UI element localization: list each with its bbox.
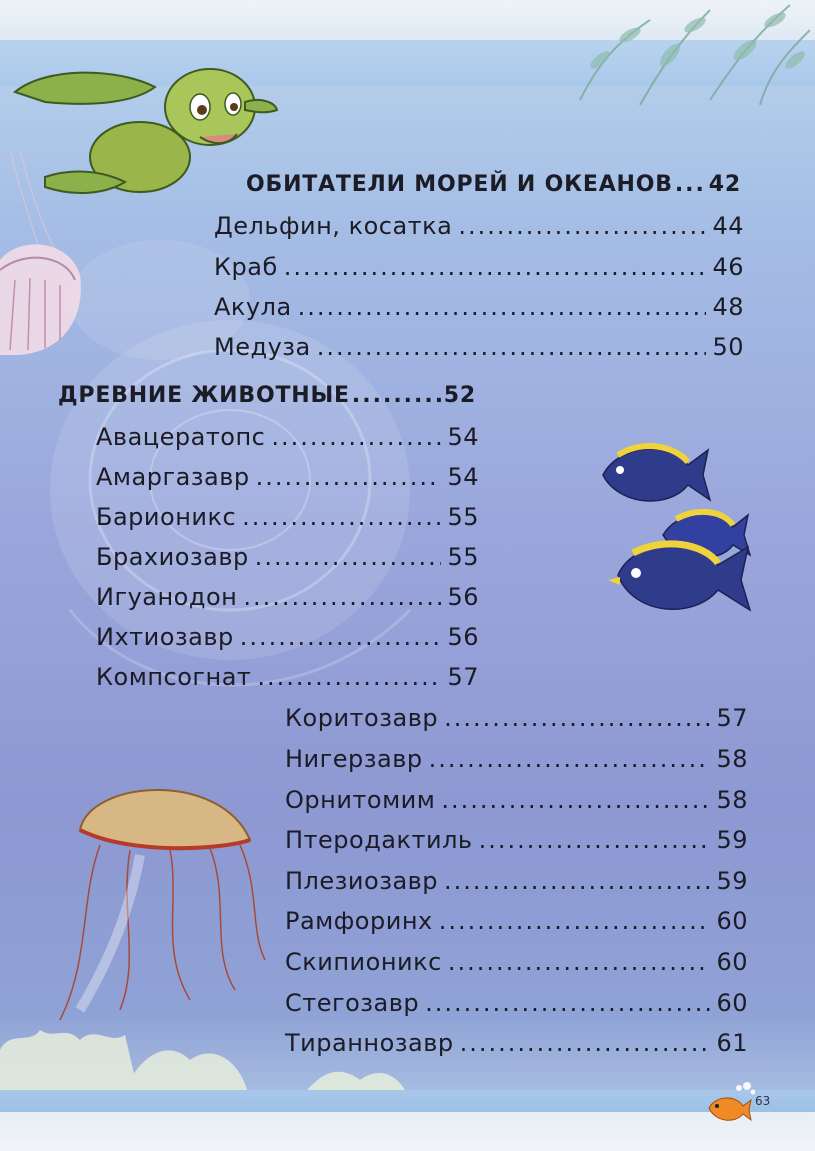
toc-entry[interactable] bbox=[285, 867, 748, 895]
toc-entry-label: Ихтиозавр bbox=[96, 623, 234, 651]
toc-entry-label: Тираннозавр bbox=[285, 1029, 454, 1057]
toc-leader-dots bbox=[257, 663, 441, 691]
toc-entry[interactable] bbox=[285, 948, 748, 976]
toc-entry[interactable] bbox=[96, 543, 479, 571]
toc-entry[interactable] bbox=[285, 907, 748, 935]
toc-page-number: 57 bbox=[447, 663, 479, 691]
small-fish-icon bbox=[705, 1078, 755, 1126]
toc-entry-label: Акула bbox=[214, 293, 292, 321]
toc-page-number: 61 bbox=[716, 1029, 748, 1057]
toc-leader-dots bbox=[352, 383, 442, 408]
toc-leader-dots bbox=[255, 543, 442, 571]
jellyfish-illustration bbox=[20, 760, 270, 1030]
toc-page-number: 58 bbox=[716, 745, 748, 773]
toc-entry-label: Рамфоринх bbox=[285, 907, 433, 935]
toc-entry[interactable] bbox=[285, 704, 748, 732]
toc-page-number: 54 bbox=[447, 463, 479, 491]
toc-page-number: 42 bbox=[708, 172, 741, 197]
toc-section-title: ДРЕВНИЕ ЖИВОТНЫЕ bbox=[58, 383, 350, 408]
toc-entry[interactable] bbox=[96, 663, 479, 691]
toc-leader-dots bbox=[425, 989, 710, 1017]
toc-page-number: 59 bbox=[716, 826, 748, 854]
toc-entry-label: Скипионикс bbox=[285, 948, 442, 976]
toc-entry-label: Компсогнат bbox=[96, 663, 252, 691]
toc-page-number: 57 bbox=[716, 704, 748, 732]
toc-entry-label: Дельфин, косатка bbox=[214, 212, 453, 240]
toc-entry-label: Краб bbox=[214, 253, 278, 281]
toc-entry[interactable] bbox=[285, 989, 748, 1017]
toc-entry[interactable] bbox=[214, 333, 744, 361]
toc-entry-label: Плезиозавр bbox=[285, 867, 439, 895]
toc-leader-dots bbox=[439, 907, 711, 935]
bottom-band bbox=[0, 1090, 815, 1112]
toc-page-number: 48 bbox=[712, 293, 744, 321]
toc-leader-dots bbox=[675, 172, 707, 197]
toc-page-number: 54 bbox=[447, 423, 479, 451]
toc-page-number: 52 bbox=[443, 383, 476, 408]
toc-entry[interactable] bbox=[96, 583, 479, 611]
toc-entry-label: Игуанодон bbox=[96, 583, 238, 611]
toc-entry[interactable] bbox=[214, 293, 744, 321]
toc-leader-dots bbox=[242, 503, 441, 531]
toc-page-number: 60 bbox=[716, 907, 748, 935]
toc-entry[interactable] bbox=[96, 623, 479, 651]
toc-page-number: 60 bbox=[716, 989, 748, 1017]
toc-page-number: 56 bbox=[447, 623, 479, 651]
toc-entry[interactable] bbox=[96, 503, 479, 531]
toc-leader-dots bbox=[243, 583, 441, 611]
toc-page-number: 50 bbox=[712, 333, 744, 361]
toc-leader-dots bbox=[479, 826, 711, 854]
toc-leader-dots bbox=[298, 293, 707, 321]
toc-leader-dots bbox=[444, 704, 710, 732]
toc-entry-label: Барионикс bbox=[96, 503, 237, 531]
seaweed-illustration bbox=[560, 0, 815, 110]
toc-entry[interactable] bbox=[285, 745, 748, 773]
toc-leader-dots bbox=[240, 623, 442, 651]
toc-leader-dots bbox=[256, 463, 442, 491]
toc-leader-dots bbox=[284, 253, 707, 281]
toc-entry[interactable] bbox=[214, 212, 744, 240]
toc-entry-label: Авацератопс bbox=[96, 423, 266, 451]
toc-entry[interactable] bbox=[96, 463, 479, 491]
toc-entry-label: Стегозавр bbox=[285, 989, 420, 1017]
toc-leader-dots bbox=[444, 867, 710, 895]
page-number: 63 bbox=[755, 1094, 771, 1108]
toc-page-number: 46 bbox=[712, 253, 744, 281]
toc-leader-dots bbox=[429, 745, 711, 773]
toc-entry[interactable] bbox=[285, 1029, 748, 1057]
toc-page-number: 55 bbox=[447, 543, 479, 571]
fish-illustration bbox=[598, 440, 758, 620]
toc-entry-label: Коритозавр bbox=[285, 704, 439, 732]
toc-entry-label: Амаргазавр bbox=[96, 463, 250, 491]
toc-section-heading bbox=[246, 172, 741, 197]
toc-section-title: ОБИТАТЕЛИ МОРЕЙ И ОКЕАНОВ bbox=[246, 172, 673, 197]
toc-leader-dots bbox=[317, 333, 707, 361]
toc-entry-label: Нигерзавр bbox=[285, 745, 423, 773]
toc-entry-label: Медуза bbox=[214, 333, 311, 361]
toc-leader-dots bbox=[458, 212, 706, 240]
toc-page-number: 58 bbox=[716, 786, 748, 814]
toc-page-number: 55 bbox=[447, 503, 479, 531]
toc-entry-label: Птеродактиль bbox=[285, 826, 473, 854]
toc-entry[interactable] bbox=[96, 423, 479, 451]
toc-entry-label: Орнитомим bbox=[285, 786, 436, 814]
toc-entry-label: Брахиозавр bbox=[96, 543, 249, 571]
toc-section-heading bbox=[58, 383, 476, 408]
turtle-illustration bbox=[5, 62, 280, 202]
toc-page-number: 60 bbox=[716, 948, 748, 976]
bottom-margin bbox=[0, 1112, 815, 1151]
toc-page-number: 59 bbox=[716, 867, 748, 895]
toc-entry[interactable] bbox=[285, 786, 748, 814]
toc-leader-dots bbox=[460, 1029, 711, 1057]
toc-leader-dots bbox=[271, 423, 441, 451]
toc-leader-dots bbox=[441, 786, 710, 814]
toc-entry[interactable] bbox=[285, 826, 748, 854]
toc-page-number: 56 bbox=[447, 583, 479, 611]
toc-leader-dots bbox=[448, 948, 711, 976]
toc-entry[interactable] bbox=[214, 253, 744, 281]
toc-page-number: 44 bbox=[712, 212, 744, 240]
